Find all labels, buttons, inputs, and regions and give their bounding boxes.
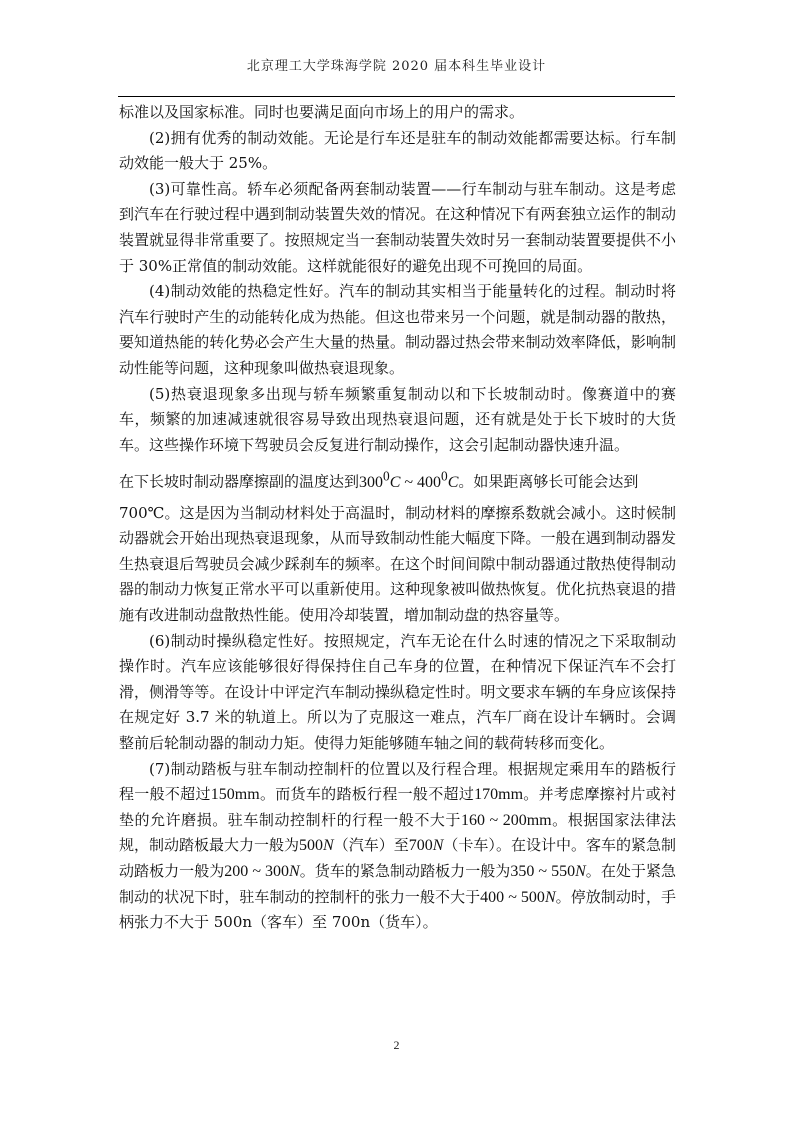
paragraph-handling-stability: (6)制动时操纵稳定性好。按照规定，汽车无论在什么时速的情况之下采取制动操作时。汽车应该能够很好得保持住自己车身的位置，在种情况下保证汽车不会打滑，侧滑等等。在设计中评定汽车制动操纵稳定性时。明文要求车辆的车身应该保持在规定好 3.7 米的轨道上。所以为了克服这一难点，汽车厂商在设计车辆时。会调整前后轮制动器的制动力矩。使得力矩能够随车轴之间的载荷转移而变化。 [119, 631, 676, 752]
parking-lever-force: 400 ~ 500N [480, 888, 556, 906]
pedal-travel-car: 150mm [210, 786, 260, 804]
heat-fade-text-a: (5)热衰退现象多出现与轿车频繁重复制动以和下长坡制动时。像赛道中的赛车，频繁的加速减速就很容易导致出现热衰退问题，还有就是处于长下坡时的大货车。这些操作环境下驾驶员会反复进行制动操作，这会引起制动器快速升温。 [119, 384, 676, 454]
page-header: 北京理工大学珠海学院 2020 届本科生毕业设计 [246, 59, 547, 74]
paragraph-pedal-and-lever: (7)制动踏板与驻车制动控制杆的位置以及行程合理。根据规定乘用车的踏板行程一般不超过150mm。而货车的踏板行程一般不超过170mm。并考虑摩擦衬片或衬垫的允许磨损。驻车制动控制杆的行程一般不大于160 ~ 200mm。根据国家法律法规，制动踏板最大力一般为500N（汽车）至700N（卡车）。在设计中。客车的紧急制动踏板力一般为200 ~ 300N。货车的紧急制动踏板力一般为350 ~ 550N。在处于紧急制动的状况下时，驻车制动的控制杆的张力一般不大于400 ~ 500N。停放制动时，手柄张力不大于 500n（客车）至 700n（货车）。 [119, 759, 677, 932]
max-pedal-force-truck: 700N [408, 837, 444, 855]
heat-fade-text-c: 。如果距离够长可能会达到 [458, 472, 639, 491]
max-pedal-force-car: 500N [299, 837, 334, 855]
paragraph-reliability: (3)可靠性高。轿车必须配备两套制动装置——行车制动与驻车制动。这是考虑到汽车在行驶过程中遇到制动装置失效的情况。在这种情况下有两套独立运作的制动装置就显得非常重要了。按照规定当一套制动装置失效时另一套制动装置要提供不小于 30%正常值的制动效能。这样就能很好的避免出现不可挽回的局面。 [119, 179, 676, 275]
emergency-pedal-force-bus: 200 ~ 300N [224, 862, 300, 880]
pedal-travel-truck: 170mm [474, 786, 524, 804]
header-rule [118, 96, 675, 97]
temperature-range-formula: $300^0C$ ~ $400^0C$ [359, 468, 459, 491]
paragraph-continuation: 标准以及国家标准。同时也要满足面向市场上的用户的需求。 [119, 103, 525, 121]
paragraph-heat-fade-continued: 700℃。这是因为当制动材料处于高温时，制动材料的摩擦系数就会减小。这时候制动器就会开始出现热衰退现象，从而导致制动性能大幅度下降。一般在遇到制动器发生热衰退后驾驶员会减少踩刹车的频率。在这个时间间隙中制动器通过散热使得制动器的制动力恢复正常水平可以重新使用。这种现象被叫做热恢复。优化抗热衰退的措施有改进制动盘散热性能。使用冷却装置，增加制动盘的热容量等。 [119, 503, 676, 625]
heat-fade-text-b: 在下长坡时制动器摩擦副的温度达到 [119, 472, 360, 491]
heat-fade-formula-line [119, 458, 676, 500]
page-number: 2 [393, 1038, 400, 1052]
body-text [119, 100, 676, 936]
lever-travel: 160 ~ 200mm [460, 811, 552, 829]
paragraph-heat-fade [119, 382, 676, 459]
emergency-pedal-force-truck: 350 ~ 550N [510, 862, 586, 880]
paragraph-thermal-stability: (4)制动效能的热稳定性好。汽车的制动其实相当于能量转化的过程。制动时将汽车行驶时产生的动能转化成为热能。但这也带来另一个问题，就是制动器的散热，要知道热能的转化势必会产生大量的热量。制动器过热会带来制动效率降低，影响制动性能等问题，这种现象叫做热衰退现象。 [119, 282, 676, 377]
paragraph-braking-efficiency: (2)拥有优秀的制动效能。无论是行车还是驻车的制动效能都需要达标。行车制动效能一般大于 25%。 [119, 128, 676, 173]
